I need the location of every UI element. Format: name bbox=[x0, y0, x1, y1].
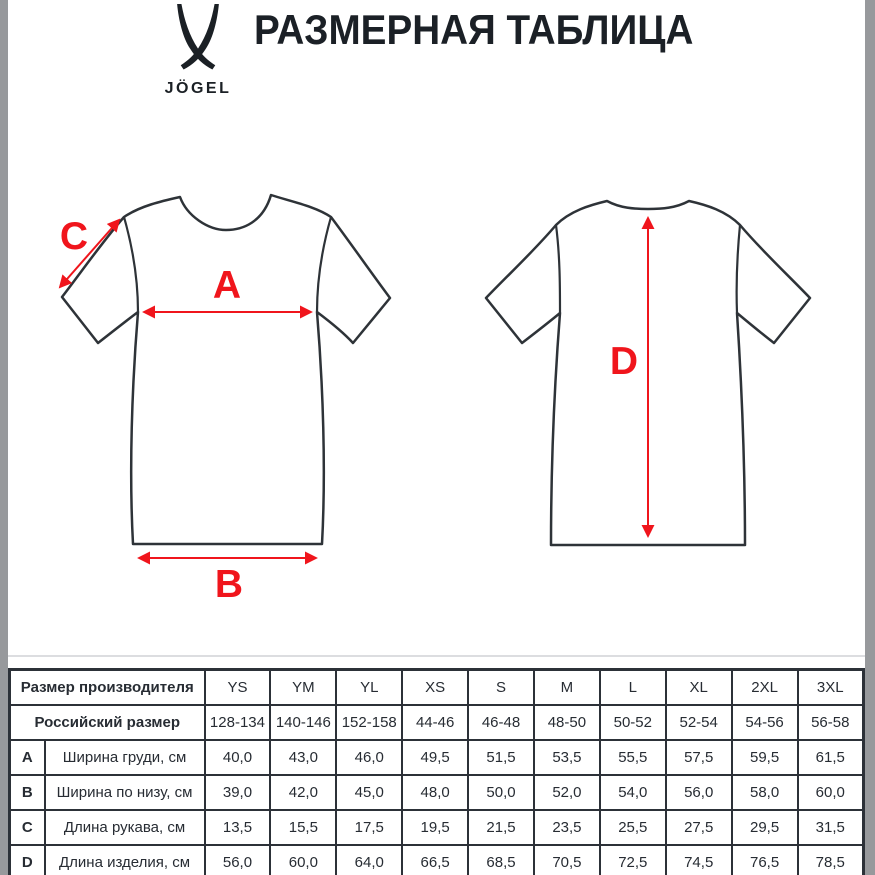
size-cell: S bbox=[468, 670, 534, 706]
size-cell: YM bbox=[270, 670, 336, 706]
jogel-wordmark: JÖGEL bbox=[164, 80, 232, 97]
measure-label-b: B bbox=[214, 563, 244, 606]
value-cell: 72,5 bbox=[600, 845, 666, 875]
value-cell: 76,5 bbox=[732, 845, 798, 875]
value-cell: 78,5 bbox=[798, 845, 864, 875]
value-cell: 15,5 bbox=[270, 810, 336, 845]
value-cell: 23,5 bbox=[534, 810, 600, 845]
value-cell: 55,5 bbox=[600, 740, 666, 775]
value-cell: 60,0 bbox=[798, 775, 864, 810]
value-cell: 52,0 bbox=[534, 775, 600, 810]
size-cell: 54-56 bbox=[732, 705, 798, 740]
value-cell: 39,0 bbox=[205, 775, 271, 810]
measure-letter: B bbox=[10, 775, 45, 810]
value-cell: 17,5 bbox=[336, 810, 402, 845]
value-cell: 61,5 bbox=[798, 740, 864, 775]
size-cell: 48-50 bbox=[534, 705, 600, 740]
size-cell: 52-54 bbox=[666, 705, 732, 740]
size-cell: 44-46 bbox=[402, 705, 468, 740]
value-cell: 19,5 bbox=[402, 810, 468, 845]
size-cell: M bbox=[534, 670, 600, 706]
measure-name: Ширина по низу, см bbox=[45, 775, 205, 810]
value-cell: 48,0 bbox=[402, 775, 468, 810]
value-cell: 27,5 bbox=[666, 810, 732, 845]
tshirt-front-view bbox=[59, 195, 390, 544]
size-cell: YL bbox=[336, 670, 402, 706]
size-cell: 140-146 bbox=[270, 705, 336, 740]
size-cell: 56-58 bbox=[798, 705, 864, 740]
value-cell: 60,0 bbox=[270, 845, 336, 875]
value-cell: 49,5 bbox=[402, 740, 468, 775]
carousel-edge-right bbox=[865, 0, 875, 875]
value-cell: 21,5 bbox=[468, 810, 534, 845]
table-row-chest-width bbox=[10, 740, 864, 775]
measure-letter: C bbox=[10, 810, 45, 845]
size-cell: 152-158 bbox=[336, 705, 402, 740]
size-cell: 2XL bbox=[732, 670, 798, 706]
value-cell: 13,5 bbox=[205, 810, 271, 845]
value-cell: 74,5 bbox=[666, 845, 732, 875]
table-row-garment-length bbox=[10, 845, 864, 875]
value-cell: 43,0 bbox=[270, 740, 336, 775]
value-cell: 56,0 bbox=[666, 775, 732, 810]
page-title: РАЗМЕРНАЯ ТАБЛИЦА bbox=[254, 6, 694, 53]
value-cell: 58,0 bbox=[732, 775, 798, 810]
table-row-bottom-width bbox=[10, 775, 864, 810]
value-cell: 54,0 bbox=[600, 775, 666, 810]
size-table bbox=[8, 668, 865, 875]
value-cell: 45,0 bbox=[336, 775, 402, 810]
size-cell: YS bbox=[205, 670, 271, 706]
measure-letter: A bbox=[10, 740, 45, 775]
measure-name: Ширина груди, см bbox=[45, 740, 205, 775]
measure-name: Длина рукава, см bbox=[45, 810, 205, 845]
measure-label-c: C bbox=[59, 215, 89, 258]
size-cell: 128-134 bbox=[205, 705, 271, 740]
size-cell: 3XL bbox=[798, 670, 864, 706]
value-cell: 25,5 bbox=[600, 810, 666, 845]
value-cell: 56,0 bbox=[205, 845, 271, 875]
measure-letter: D bbox=[10, 845, 45, 875]
size-cell: L bbox=[600, 670, 666, 706]
value-cell: 46,0 bbox=[336, 740, 402, 775]
value-cell: 29,5 bbox=[732, 810, 798, 845]
value-cell: 57,5 bbox=[666, 740, 732, 775]
value-cell: 53,5 bbox=[534, 740, 600, 775]
table-row-manufacturer-size bbox=[10, 670, 864, 706]
size-cell: 50-52 bbox=[600, 705, 666, 740]
value-cell: 68,5 bbox=[468, 845, 534, 875]
row-header: Размер производителя bbox=[10, 670, 205, 706]
table-row-sleeve-length bbox=[10, 810, 864, 845]
value-cell: 51,5 bbox=[468, 740, 534, 775]
measure-label-d: D bbox=[609, 340, 638, 383]
value-cell: 31,5 bbox=[798, 810, 864, 845]
value-cell: 40,0 bbox=[205, 740, 271, 775]
size-cell: 46-48 bbox=[468, 705, 534, 740]
value-cell: 70,5 bbox=[534, 845, 600, 875]
carousel-edge-left bbox=[0, 0, 8, 875]
row-header: Российский размер bbox=[10, 705, 205, 740]
value-cell: 66,5 bbox=[402, 845, 468, 875]
size-cell: XL bbox=[666, 670, 732, 706]
value-cell: 50,0 bbox=[468, 775, 534, 810]
value-cell: 59,5 bbox=[732, 740, 798, 775]
table-row-russian-size bbox=[10, 705, 864, 740]
measure-name: Длина изделия, см bbox=[45, 845, 205, 875]
value-cell: 64,0 bbox=[336, 845, 402, 875]
value-cell: 42,0 bbox=[270, 775, 336, 810]
size-cell: XS bbox=[402, 670, 468, 706]
measure-label-a: A bbox=[212, 264, 242, 307]
